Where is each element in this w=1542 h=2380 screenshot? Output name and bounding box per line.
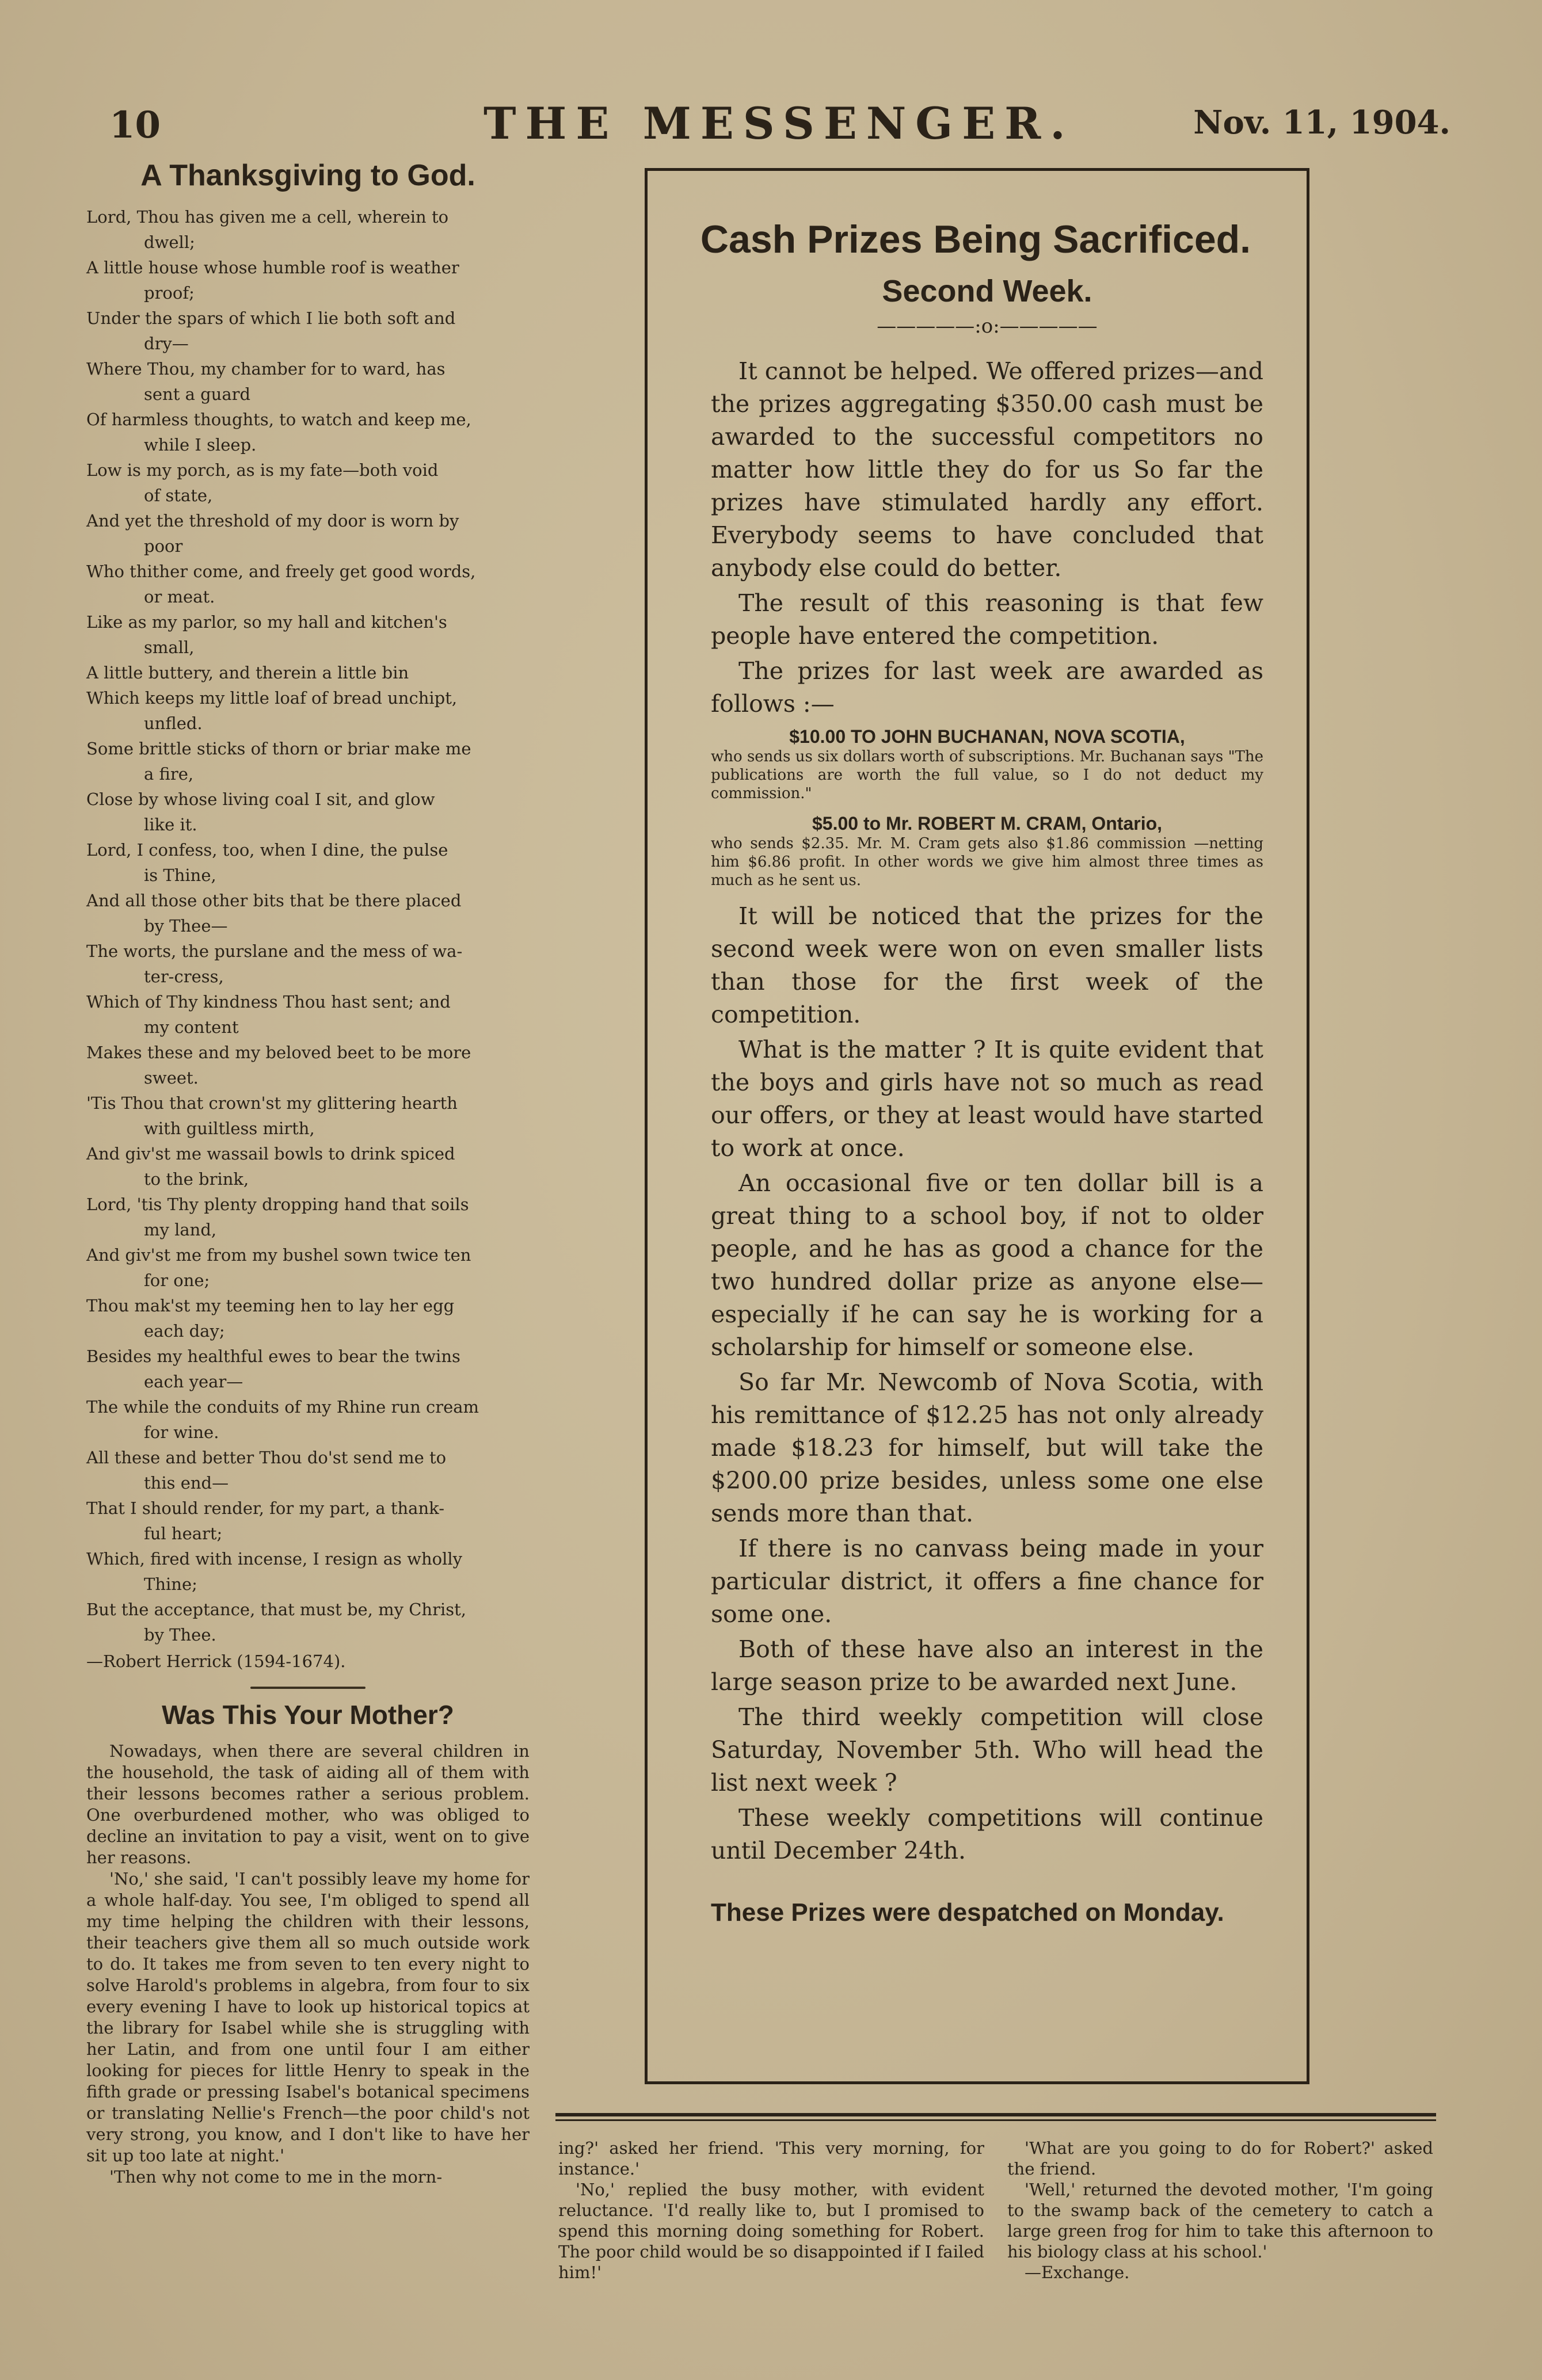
horizontal-rule [555,2113,1436,2121]
poem-line [86,1597,530,1647]
poem-line [86,888,530,939]
award-text: who sends us six dollars worth of subscriptions. Mr. Buchanan says "The publications are worth the full value, so I do not deduct my commission." [711,748,1263,802]
poem-line-text: Like as my parlor, so my hall and kitchen's [86,612,447,632]
poem-line-text: Of harmless thoughts, to watch and keep me, [86,410,471,429]
poem-line [86,407,530,457]
page-number: 10 [109,104,161,147]
poem-line [86,989,530,1040]
poem-line-continuation: sweet. [144,1068,199,1088]
poem-line-continuation: of state, [144,486,213,505]
poem-line-continuation: with guiltless mirth, [144,1119,315,1138]
poem-line-continuation: Thine; [144,1574,197,1594]
poem-line-text: Lord, I confess, too, when I dine, the pulse [86,840,448,860]
award-heading: $5.00 to Mr. ROBERT M. CRAM, Ontario, [812,813,1163,834]
box-paragraph: An occasional five or ten dollar bill is a great thing to a school boy, if not to older people, and he has as good a chance for the two hundred dollar prize as anyone else—especially if he can say he is working for a scholarship for himself or someone else. [711,1169,1263,1361]
left-column [86,158,530,2188]
poem-line-text: Which, fired with incense, I resign as wholly [86,1549,463,1569]
article-continuation-column [558,2138,984,2283]
box-title: Cash Prizes Being Sacrificed. [700,218,1251,261]
poem-line-continuation: is Thine, [144,865,216,885]
prize-announcement-box [645,168,1309,2084]
page-header [109,98,1450,150]
poem-line-continuation: sent a guard [144,384,251,404]
poem-line-text: Close by whose living coal I sit, and glow [86,789,435,809]
poem-line-text: Some brittle sticks of thorn or briar make me [86,739,471,758]
poem-line-text: Makes these and my beloved beet to be more [86,1043,471,1062]
poem-line [86,1496,530,1546]
poem-line-continuation: proof; [144,283,195,303]
poem-line [86,939,530,989]
poem-line [86,306,530,356]
article-paragraph: ing?' asked her friend. 'This very morning, for instance.' [558,2138,984,2179]
article-continuation-column [1007,2138,1433,2283]
poem-line [86,1546,530,1597]
poem-line-text: Which keeps my little loaf of bread unchipt, [86,688,458,708]
poem-line-text: 'Tis Thou that crown'st my glittering hearth [86,1093,458,1113]
poem-line-continuation: my content [144,1017,239,1037]
poem-line-continuation: dry— [144,334,189,353]
box-paragraph: If there is no canvass being made in your particular district, it offers a fine chance for some one. [711,1535,1263,1628]
poem-line [86,736,530,787]
poem-line-continuation: by Thee. [144,1625,216,1645]
poem-line-text: That I should render, for my part, a thank- [86,1498,444,1518]
ornament-divider: —————:o:————— [877,315,1098,338]
box-paragraph: The result of this reasoning is that few people have entered the competition. [711,589,1263,650]
poem-line-text: Where Thou, my chamber for to ward, has [86,359,446,379]
poem-line-continuation: like it. [144,815,197,834]
poem-author: —Robert Herrick (1594-1674). [86,1651,346,1671]
poem-line [86,1090,530,1141]
poem-line [86,1445,530,1496]
article-paragraph: 'What are you going to do for Robert?' asked the friend. [1007,2138,1433,2179]
poem-line-continuation: or meat. [144,587,215,607]
box-paragraph: The third weekly competition will close Saturday, November 5th. Who will head the list next week ? [711,1703,1263,1797]
poem-line-text: Under the spars of which I lie both soft and [86,308,456,328]
poem-line [86,356,530,407]
article-title: Was This Your Mother? [162,1700,454,1730]
poem-line [86,508,530,559]
poem-line-continuation: each year— [144,1372,243,1391]
poem-line [86,609,530,660]
box-paragraph: It will be noticed that the prizes for the second week were won on even smaller lists than those for the first week of the competition. [711,902,1263,1028]
poem-line-text: A little house whose humble roof is weather [86,258,459,277]
box-final-note: These Prizes were despatched on Monday. [711,1898,1224,1927]
poem-line [86,559,530,609]
poem-line-text: And yet the threshold of my door is worn by [86,511,459,531]
poem-line [86,1293,530,1344]
poem-line-continuation: dwell; [144,232,195,252]
box-paragraph: Both of these have also an interest in the large season prize to be awarded next June. [711,1635,1263,1696]
poem-line [86,837,530,888]
box-subtitle: Second Week. [882,274,1092,308]
section-divider [250,1687,365,1689]
poem-line-continuation: my land, [144,1220,217,1239]
article-paragraph: 'Then why not come to me in the morn- [109,2167,443,2187]
award-heading: $10.00 TO JOHN BUCHANAN, NOVA SCOTIA, [789,726,1185,747]
poem-line-continuation: by Thee— [144,916,228,936]
poem-line [86,1394,530,1445]
poem-line-text: Which of Thy kindness Thou hast sent; and [86,992,451,1012]
poem-line-text: All these and better Thou do'st send me to [86,1448,447,1467]
award-entry [711,726,1263,803]
poem-line [86,457,530,508]
poem-line-continuation: ful heart; [144,1524,223,1543]
poem-line [86,204,530,255]
poem-line-text: A little buttery, and therein a little bin [86,663,409,682]
poem-line-text: And all those other bits that be there placed [86,891,462,910]
box-paragraph: What is the matter ? It is quite evident that the boys and girls have not so much as read our offers, or they at least would have started to work at once. [711,1036,1263,1162]
poem-line-continuation: for one; [144,1271,210,1290]
poem-line-continuation: unfled. [144,714,203,733]
award-entry [711,813,1263,890]
poem-line-text: But the acceptance, that must be, my Christ, [86,1600,466,1619]
poem-line-continuation: small, [144,638,195,657]
poem-line-text: Lord, 'tis Thy plenty dropping hand that soils [86,1195,469,1214]
poem-line-continuation: ter-cress, [144,967,224,986]
poem-line-continuation: for wine. [144,1422,219,1442]
box-paragraph: These weekly competitions will continue until December 24th. [711,1804,1263,1864]
poem-body [86,204,530,1647]
poem-line-continuation: each day; [144,1321,225,1341]
poem-line-continuation: to the brink, [144,1169,249,1189]
poem-line-text: Thou mak'st my teeming hen to lay her egg [86,1296,455,1315]
poem-line-text: The while the conduits of my Rhine run cream [86,1397,479,1417]
poem-line [86,685,530,736]
poem-line-continuation: this end— [144,1473,229,1493]
box-paragraph: It cannot be helped. We offered prizes—and the prizes aggregating $350.00 cash must be awarded to the successful competitors no matter how little they do for us So far the prizes have stimulated hardly any effort. Everybody seems to have concluded that anybody else could do better. [711,357,1263,582]
article-paragraph: 'No,' replied the busy mother, with evident reluctance. 'I'd really like to, but I promised to spend this morning doing something for Robert. The poor child would be so disappointed if I failed him!' [558,2180,984,2282]
poem-line [86,1141,530,1192]
box-paragraph: The prizes for last week are awarded as follows :— [711,657,1263,718]
article-paragraph: 'No,' she said, 'I can't possibly leave my home for a whole half-day. You see, I'm obliged to spend all my time helping the children with their lessons, their teachers give them all so much outside work to do. It takes me from seven to ten every night to solve Harold's problems in algebra, from four to six every evening I have to look up historical topics at the library for Isabel while she is struggling with her Latin, and from one until four I am either looking for pieces for little Henry to speak in the fifth grade or pressing Isabel's botanical specimens or translating Nellie's French—the poor child's not very strong, you know, and I don't like to have her sit up too late at night.' [86,1869,530,2165]
poem-line-text: And giv'st me wassail bowls to drink spiced [86,1144,455,1164]
poem-line-continuation: while I sleep. [144,435,257,455]
poem-line-text: And giv'st me from my bushel sown twice ten [86,1245,471,1265]
poem-line [86,1192,530,1242]
article-paragraph: Nowadays, when there are several children in the household, the task of aiding all of them with their lessons becomes rather a serious problem. One overburdened mother, who was obliged to decline an invitation to pay a visit, went on to give her reasons. [86,1741,530,1867]
poem-line-continuation: poor [144,536,183,556]
poem-line [86,1040,530,1090]
poem-line-text: Lord, Thou has given me a cell, wherein to [86,207,449,227]
issue-date: Nov. 11, 1904. [1193,104,1450,142]
box-paragraph: So far Mr. Newcomb of Nova Scotia, with his remittance of $12.25 has not only already made $18.23 for himself, but will take the $200.00 prize besides, unless some one else sends more than that. [711,1368,1263,1527]
poem-line [86,1344,530,1394]
poem-title: A Thanksgiving to God. [140,159,475,192]
poem-line-text: The worts, the purslane and the mess of wa- [86,941,463,961]
article-source: —Exchange. [1025,2263,1130,2282]
poem-line [86,1242,530,1293]
article-paragraph: 'Well,' returned the devoted mother, 'I'm going to the swamp back of the cemetery to catch a large green frog for him to take this afternoon to his biology class at his school.' [1007,2180,1433,2261]
poem-line-text: Who thither come, and freely get good words, [86,562,476,581]
poem-line [86,255,530,306]
poem-line [86,660,530,685]
award-text: who sends $2.35. Mr. M. Cram gets also $1.86 commission —netting him $6.86 profit. In other words we give him almost three times as much as he sent us. [711,835,1263,889]
poem-line [86,787,530,837]
poem-line-continuation: a fire, [144,764,194,784]
poem-line-text: Besides my healthful ewes to bear the twins [86,1347,460,1366]
masthead: THE MESSENGER. [483,98,1075,149]
poem-line-text: Low is my porch, as is my fate—both void [86,460,439,480]
